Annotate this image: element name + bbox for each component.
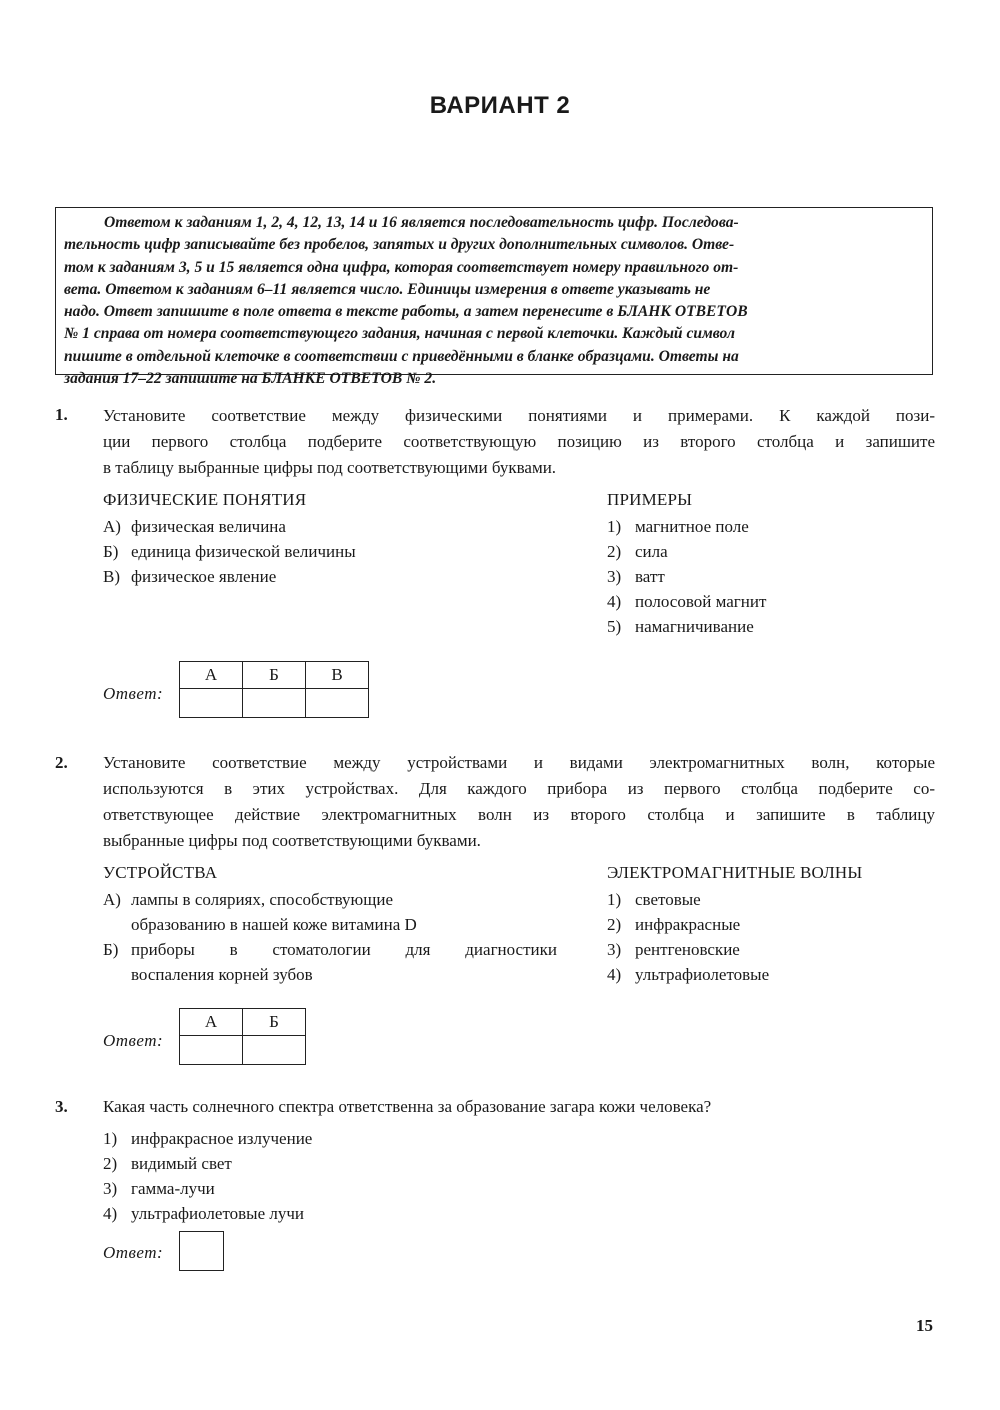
instructions-line: пишите в отдельной клеточке в соответствии с приведёнными в бланке образцами. Ответы на	[64, 347, 739, 365]
task-3-answer-box[interactable]	[179, 1231, 224, 1271]
task-1-right-item: 2) сила	[607, 542, 668, 561]
task-3-option: 1) инфракрасное излучение	[103, 1129, 313, 1148]
task-3-answer-label: Ответ:	[103, 1243, 164, 1262]
answer-column-header: А	[180, 1009, 243, 1036]
task-2-answer-label: Ответ:	[103, 1031, 164, 1050]
instructions-line: том к заданиям 3, 5 и 15 является одна цифра, которая соответствует номеру правильного от-	[64, 258, 739, 276]
task-2-line: используются в этих устройствах. Для каждого прибора из первого столбца подберите со-	[103, 779, 935, 798]
task-1-right-item: 1) магнитное поле	[607, 517, 749, 536]
task-1-right-item: 5) намагничивание	[607, 617, 754, 636]
answer-cell[interactable]	[243, 1036, 306, 1065]
task-2-left-header: УСТРОЙСТВА	[103, 863, 218, 882]
task-2-right-item: 4) ультрафиолетовые	[607, 965, 770, 984]
task-2-left-item: Б) приборы в стоматологии для диагностики воспаления корней зубов	[103, 940, 557, 984]
task-2-right-item: 3) рентгеновские	[607, 940, 740, 959]
instructions-line: Ответом к заданиям 1, 2, 4, 12, 13, 14 и 16 является последовательность цифр. Последова-	[104, 214, 739, 231]
answer-cell[interactable]	[180, 689, 243, 718]
task-1-answer-label: Ответ:	[103, 684, 164, 703]
task-1-line: в таблицу выбранные цифры под соответствующими буквами.	[103, 458, 557, 477]
answer-cell[interactable]	[243, 689, 306, 718]
answer-column-header: Б	[243, 662, 306, 689]
task-2-line: выбранные цифры под соответствующими буквами.	[103, 831, 481, 850]
answer-column-header: Б	[243, 1009, 306, 1036]
task-1-text	[103, 403, 935, 481]
instructions-line: вета. Ответом к заданиям 6–11 является число. Единицы измерения в ответе указывать не	[64, 280, 711, 298]
answer-cell[interactable]	[306, 689, 369, 718]
task-1-answer-table	[179, 661, 369, 718]
task-1-line: ции первого столбца подберите соответствующую позицию из второго столбца и запишите	[103, 432, 935, 451]
task-2-right-item: 1) световые	[607, 890, 701, 909]
answer-column-header: А	[180, 662, 243, 689]
task-2-number: 2.	[55, 753, 68, 772]
task-1-right-item: 3) ватт	[607, 567, 665, 586]
task-1-left-item: А) физическая величина	[103, 517, 286, 536]
task-3-text	[103, 1094, 935, 1120]
task-1-left-header: ФИЗИЧЕСКИЕ ПОНЯТИЯ	[103, 490, 307, 509]
page-number: 15	[916, 1316, 933, 1335]
task-2-answer-table	[179, 1008, 306, 1065]
task-1-left-item: В) физическое явление	[103, 567, 277, 586]
answer-cell[interactable]	[180, 1036, 243, 1065]
task-3-line: Какая часть солнечного спектра ответственна за образование загара кожи человека?	[103, 1097, 712, 1116]
task-2-text	[103, 750, 935, 854]
task-2-line: ответствующее действие электромагнитных волн из второго столбца и запишите в таблицу	[103, 805, 935, 824]
instructions-line: задания 17–22 запишите на БЛАНКЕ ОТВЕТОВ № 2.	[64, 370, 437, 388]
task-3-option: 2) видимый свет	[103, 1154, 232, 1173]
task-2-line: Установите соответствие между устройствами и видами электромагнитных волн, которые	[103, 753, 935, 772]
instructions-box	[55, 207, 933, 388]
task-2-left-item: А) лампы в соляриях, способствующие образованию в нашей коже витамина D	[103, 890, 417, 934]
answer-column-header: В	[306, 662, 369, 689]
variant-title: ВАРИАНТ 2	[429, 92, 571, 119]
task-1-line: Установите соответствие между физическими понятиями и примерами. К каждой пози-	[103, 406, 935, 425]
task-2-right-item: 2) инфракрасные	[607, 915, 741, 934]
task-3-option: 4) ультрафиолетовые лучи	[103, 1204, 305, 1223]
task-1-left-item: Б) единица физической величины	[103, 542, 356, 561]
instructions-line: тельность цифр записывайте без пробелов, запятых и других дополнительных символов. Отве-	[64, 236, 735, 254]
instructions-line: № 1 справа от номера соответствующего задания, начиная с первой клеточки. Каждый символ	[64, 325, 735, 343]
task-3-number: 3.	[55, 1097, 68, 1116]
instructions-line: надо. Ответ запишите в поле ответа в тексте работы, а затем перенесите в БЛАНК ОТВЕТОВ	[64, 303, 748, 321]
task-1-right-header: ПРИМЕРЫ	[607, 490, 693, 509]
task-1-number: 1.	[55, 405, 68, 424]
task-3-option: 3) гамма-лучи	[103, 1179, 215, 1198]
task-2-right-header: ЭЛЕКТРОМАГНИТНЫЕ ВОЛНЫ	[607, 863, 863, 882]
task-1-right-item: 4) полосовой магнит	[607, 592, 767, 611]
